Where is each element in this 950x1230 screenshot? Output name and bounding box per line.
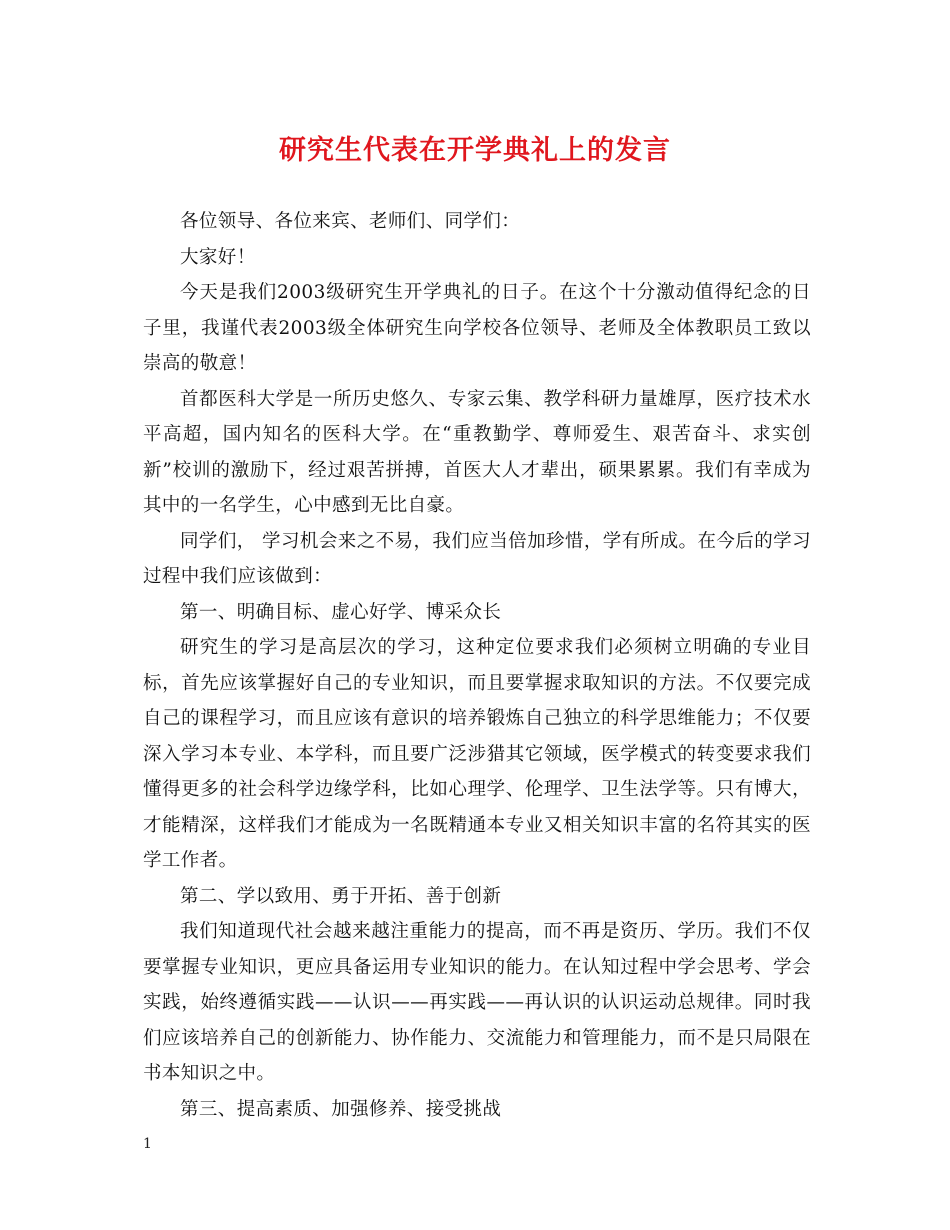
document-body xyxy=(143,204,811,1127)
document-title: 研究生代表在开学典礼上的发言 xyxy=(279,135,671,166)
paragraph-greeting: 大家好！ xyxy=(180,246,256,268)
page-number: 1 xyxy=(143,1136,152,1152)
paragraph-address-classmates: 同学们， 学习机会来之不易，我们应当倍加珍惜，学有所成。在今后的学习过程中我们应该做到： xyxy=(143,530,811,587)
paragraph-salutation: 各位领导、各位来宾、老师们、同学们： xyxy=(180,211,521,232)
paragraph-university-intro: 首都医科大学是一所历史悠久、专家云集、教学科研力量雄厚，医疗技术水平高超，国内知名的医科大学。在“重教勤学、尊师爱生、艰苦奋斗、求实创新”校训的激励下，经过艰苦拼搏，首医大人才辈出，硕果累累。我们有幸成为其中的一名学生，心中感到无比自豪。 xyxy=(143,388,811,516)
paragraph-opening: 今天是我们2003级研究生开学典礼的日子。在这个十分激动值得纪念的日子里，我谨代表2003级全体研究生向学校各位领导、老师及全体教职员工致以崇高的敬意！ xyxy=(143,282,811,374)
section-heading-third: 第三、提高素质、加强修养、接受挑战 xyxy=(180,1098,502,1120)
paragraph-second-point: 我们知道现代社会越来越注重能力的提高，而不再是资历、学历。我们不仅要掌握专业知识，更应具备运用专业知识的能力。在认知过程中学会思考、学会实践，始终遵循实践——认识——再实践——再认识的认识运动总规律。同时我们应该培养自己的创新能力、协作能力、交流能力和管理能力，而不是只局限在书本知识之中。 xyxy=(143,921,811,1084)
section-heading-second: 第二、学以致用、勇于开拓、善于创新 xyxy=(180,885,502,907)
paragraph-first-point: 研究生的学习是高层次的学习，这种定位要求我们必须树立明确的专业目标，首先应该掌握好自己的专业知识，而且要掌握求取知识的方法。不仅要完成自己的课程学习，而且应该有意识的培养锻炼自己独立的科学思维能力；不仅要深入学习本专业、本学科，而且要广泛涉猎其它领域，医学模式的转变要求我们懂得更多的社会科学边缘学科，比如心理学、伦理学、卫生法学等。只有博大，才能精深，这样我们才能成为一名既精通本专业又相关知识丰富的名符其实的医学工作者。 xyxy=(143,637,811,871)
section-heading-first: 第一、明确目标、虚心好学、博采众长 xyxy=(180,601,502,623)
